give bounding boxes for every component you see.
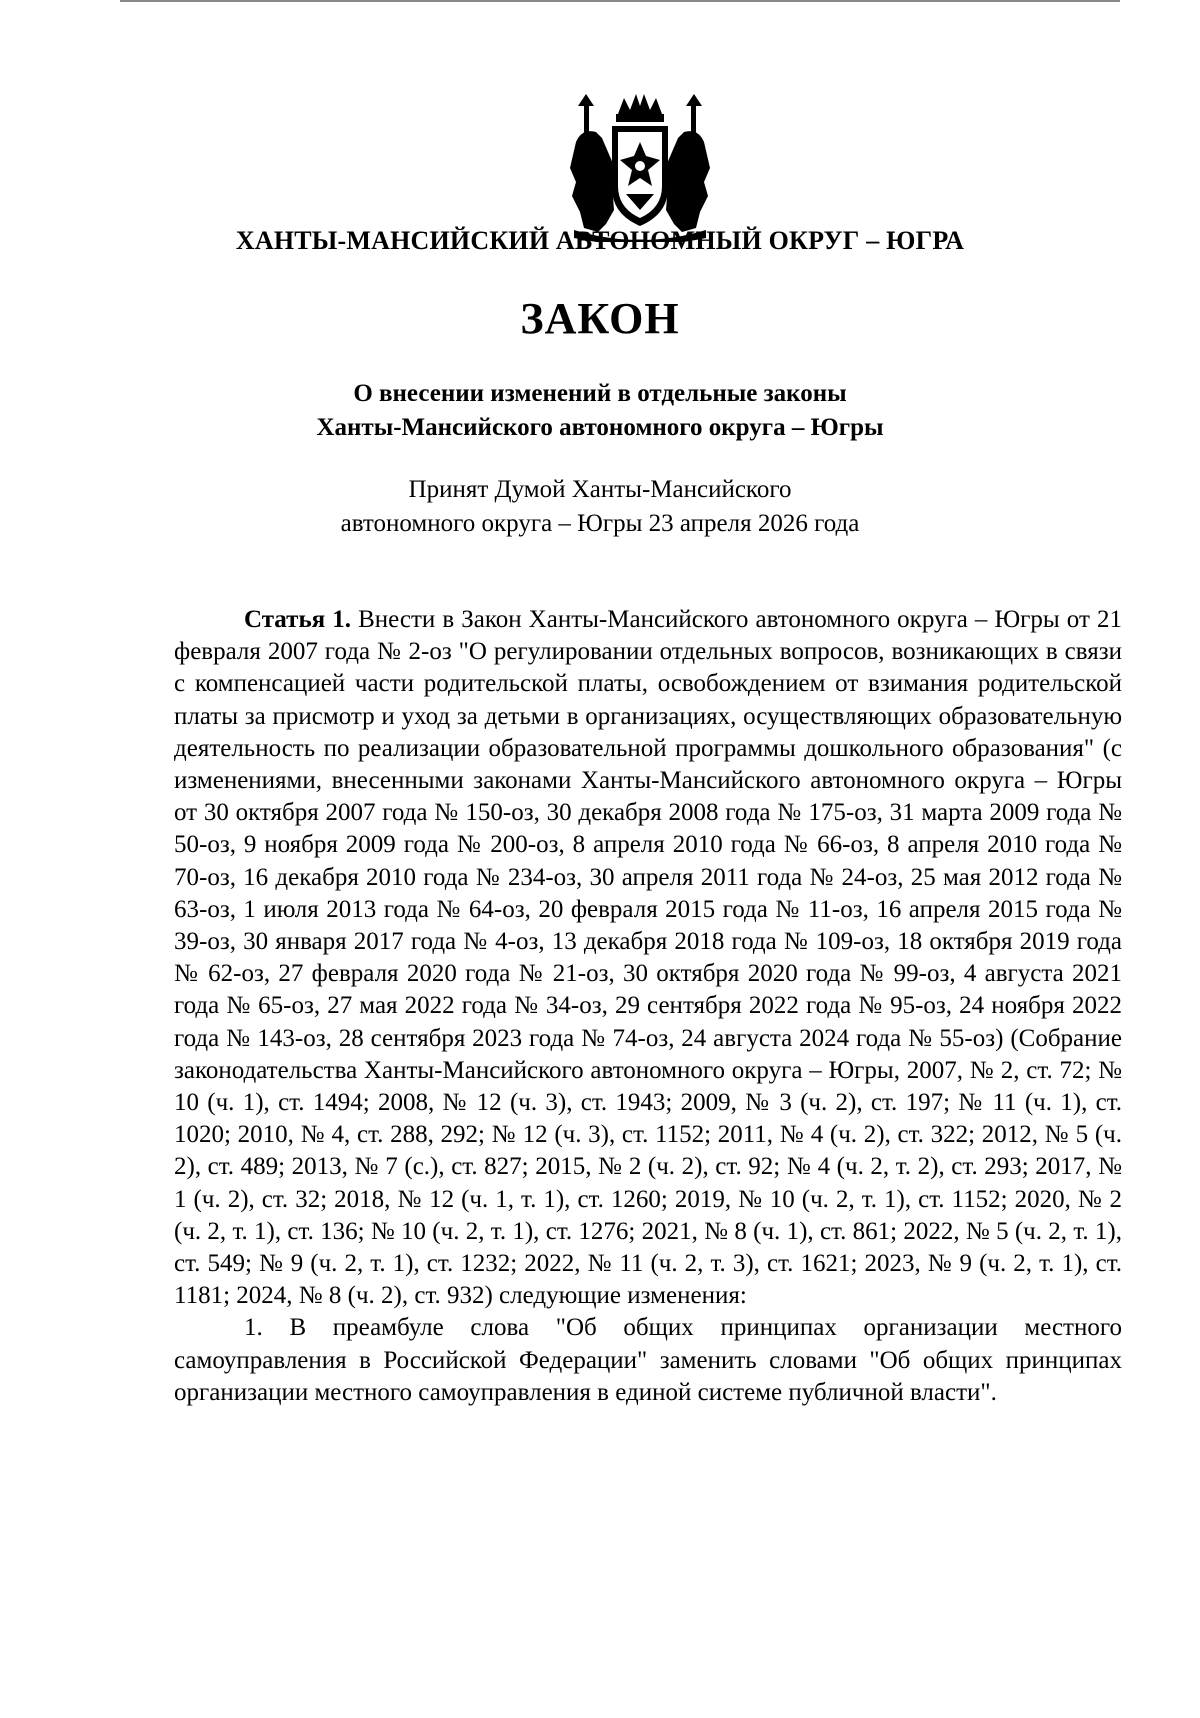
document-title-line1: О внесении изменений в отдельные законы — [353, 380, 847, 407]
document-title-line2: Ханты-Мансийского автономного округа – Югры — [316, 414, 884, 441]
region-name: ХАНТЫ-МАНСИЙСКИЙ АВТОНОМНЫЙ ОКРУГ – ЮГРА — [235, 226, 965, 255]
adoption-note — [0, 473, 1200, 541]
article-1-item-1: 1. В преамбуле слова "Об общих принципах организации местного самоуправления в Российской Федерации" заменить словами "Об общих принципах организации местного самоуправления в единой системе публичной власти". — [174, 1314, 1122, 1406]
article-1-paragraph — [174, 604, 1122, 1312]
document-type: ЗАКОН — [520, 294, 680, 343]
adoption-note-line1: Принят Думой Ханты-Мансийского — [408, 476, 792, 503]
coat-of-arms-khmao-icon — [568, 92, 712, 242]
article-1-label: Статья 1. — [244, 606, 352, 633]
adoption-note-line2: автономного округа – Югры 23 апреля 2026 года — [340, 510, 860, 537]
document-title — [0, 377, 1200, 445]
page-top-border — [120, 0, 1120, 2]
document-body — [174, 604, 1122, 1409]
article-1-text: Внести в Закон Ханты-Мансийского автономного округа – Югры от 21 февраля 2007 года № 2-оз "О регулировании отдельных вопросов, возникающих в связи с компенсацией части родительской платы, освобождением от взимания родительской платы за присмотр и уход за детьми в организациях, осуществляющих образовательную деятельность по реализации образовательной программы дошкольного образования" (с изменениями, внесенными законами Ханты-Мансийского автономного округа – Югры от 30 октября 2007 года № 150-оз, 30 декабря 2008 года № 175-оз, 31 марта 2009 года № 50-оз, 9 ноября 2009 года № 200-оз, 8 апреля 2010 года № 66-оз, 8 апреля 2010 года № 70-оз, 16 декабря 2010 года № 234-оз, 30 апреля 2011 года № 24-оз, 25 мая 2012 года № 63-оз, 1 июля 2013 года № 64-оз, 20 февраля 2015 года № 11-оз, 16 апреля 2015 года № 39-оз, 30 января 2017 года № 4-оз, 13 декабря 2018 года № 109-оз, 18 октября 2019 года № 62-оз, 27 февраля 2020 года № 21-оз, 30 октября 2020 года № 99-оз, 4 августа 2021 года № 65-оз, 27 мая 2022 года № 34-оз, 29 сентября 2022 года № 95-оз, 24 ноября 2022 года № 143-оз, 28 сентября 2023 года № 74-оз, 24 августа 2024 года № 55-оз) (Собрание законодательства Ханты-Мансийского автономного округа – Югры, 2007, № 2, ст. 72; № 10 (ч. 1), ст. 1494; 2008, № 12 (ч. 3), ст. 1943; 2009, № 3 (ч. 2), ст. 197; № 11 (ч. 1), ст. 1020; 2010, № 4, ст. 288, 292; № 12 (ч. 3), ст. 1152; 2011, № 4 (ч. 2), ст. 322; 2012, № 5 (ч. 2), ст. 489; 2013, № 7 (с.), ст. 827; 2015, № 2 (ч. 2), ст. 92; № 4 (ч. 2, т. 2), ст. 293; 2017, № 1 (ч. 2), ст. 32; 2018, № 12 (ч. 1, т. 1), ст. 1260; 2019, № 10 (ч. 2, т. 1), ст. 1152; 2020, № 2 (ч. 2, т. 1), ст. 136; № 10 (ч. 2, т. 1), ст. 1276; 2021, № 8 (ч. 1), ст. 861; 2022, № 5 (ч. 2, т. 1), ст. 549; № 9 (ч. 2, т. 1), ст. 1232; 2022, № 11 (ч. 2, т. 3), ст. 1621; 2023, № 9 (ч. 2, т. 1), ст. 1181; 2024, № 8 (ч. 2), ст. 932) следующие изменения: — [174, 606, 1122, 1310]
